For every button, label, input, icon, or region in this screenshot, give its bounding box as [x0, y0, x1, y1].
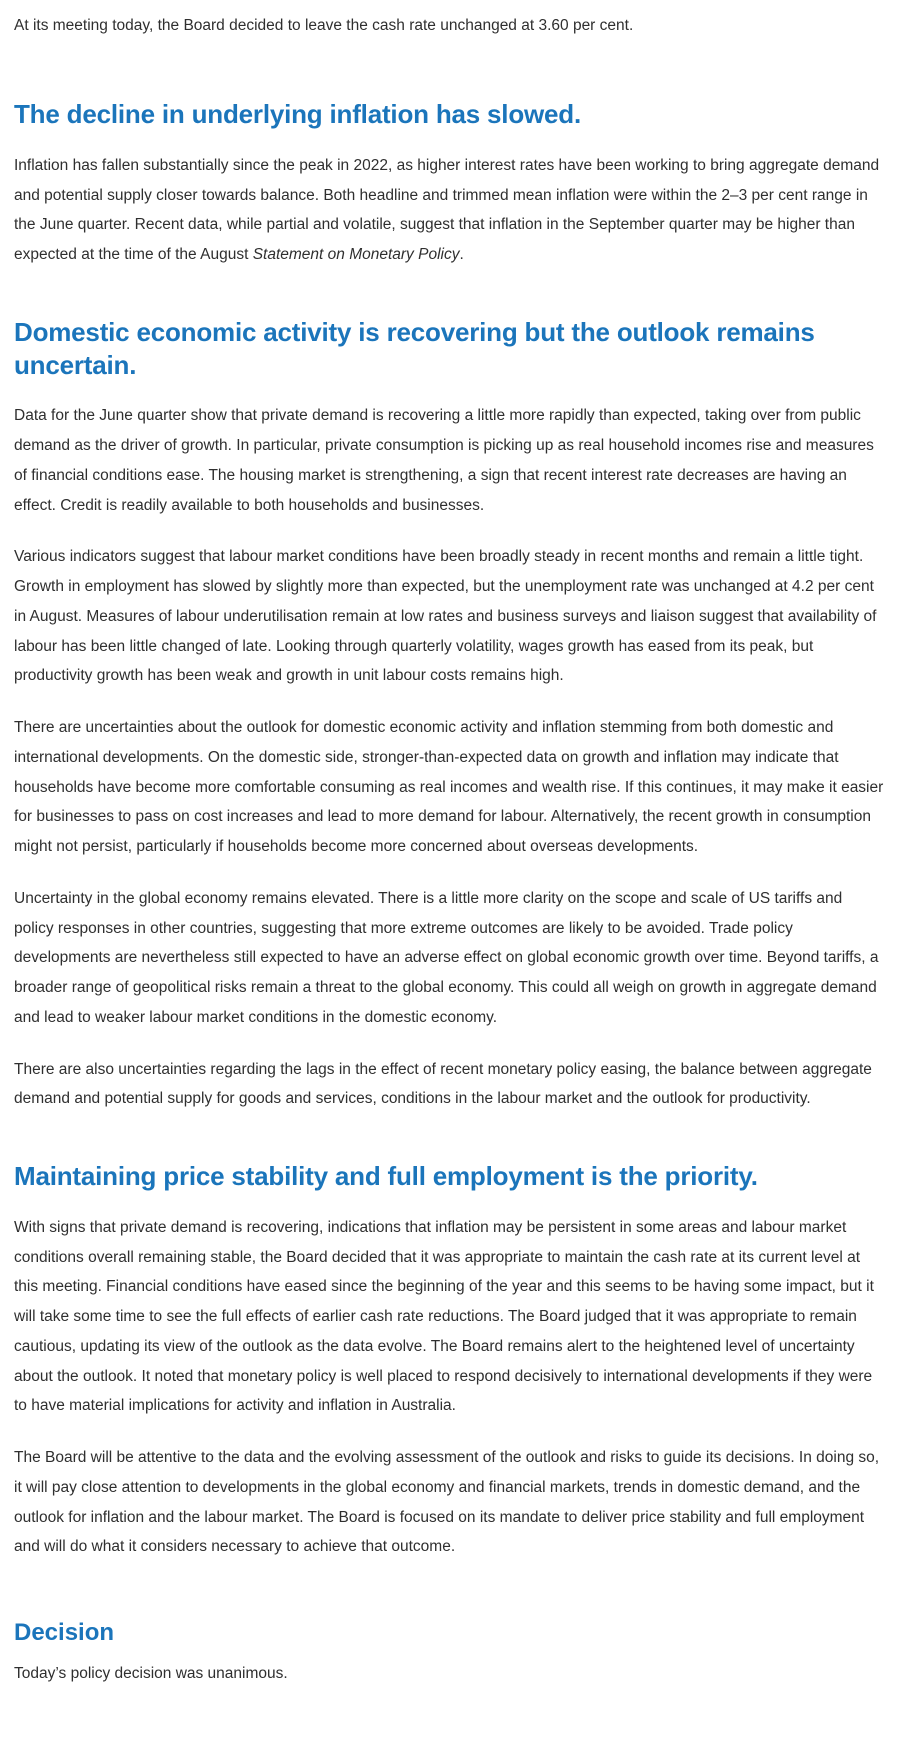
body-paragraph [14, 542, 886, 691]
decision-heading: Decision [14, 1619, 115, 1647]
section-heading: The decline in underlying inflation has slowed. [14, 99, 582, 130]
text-run: Uncertainty in the global economy remains elevated. There is a little more clarity on the scope and scale of US tariffs and policy responses in other countries, suggesting that more extreme outcomes are likely to be avoided. Trade policy developments are nevertheless still expected to have an adverse effect on global economic growth over time. Beyond tariffs, a broader range of geopolitical risks remain a threat to the global economy. This could all weigh on growth in aggregate demand and lead to weaker labour market conditions in the domestic economy. [14, 889, 879, 1026]
section-heading: Domestic economic activity is recovering but the outlook remains uncertain. [14, 316, 815, 380]
text-run: Inflation has fallen substantially since the peak in 2022, as higher interest rates have been working to bring aggregate demand and potential supply closer towards balance. Both headline and trimmed mean inflation were within the 2–3 per cent range in the June quarter. Recent data, while partial and volatile, suggest that inflation in the September quarter may be higher than expected at the time of the August [14, 156, 880, 264]
text-run: Various indicators suggest that labour market conditions have been broadly steady in recent months and remain a little tight. Growth in employment has slowed by slightly more than expected, but the unemployment rate was unchanged at 4.2 per cent in August. Measures of labour underutilisation remain at low rates and business surveys and liaison suggest that availability of labour has been little changed of late. Looking through quarterly volatility, wages growth has eased from its peak, but productivity growth has been weak and growth in unit labour costs remains high. [14, 548, 877, 685]
body-paragraph [14, 884, 886, 1033]
body-paragraph [14, 1213, 886, 1421]
text-run: Data for the June quarter show that private demand is recovering a little more rapidly than expected, taking over from public demand as the driver of growth. In particular, private consumption is picking up as real household incomes rise and measures of financial conditions ease. The housing market is strengthening, a sign that recent interest rate decreases are having an effect. Credit is readily available to both households and businesses. [14, 407, 874, 514]
text-run: The Board will be attentive to the data and the evolving assessment of the outlook and risks to guide its decisions. In doing so, it will pay close attention to developments in the global economy and financial markets, trends in domestic demand, and the outlook for inflation and the labour market. The Board is focused on its mandate to deliver price stability and full employment and will do what it considers necessary to achieve that outcome. [14, 1449, 880, 1556]
decision-text: Today’s policy decision was unanimous. [14, 1665, 288, 1683]
text-run: There are also uncertainties regarding the lags in the effect of recent monetary policy easing, the balance between aggregate demand and potential supply for goods and services, conditions in the labour market and the outlook for productivity. [14, 1060, 872, 1108]
sections-container [14, 98, 886, 1562]
spacer [14, 38, 886, 46]
section-heading-block [14, 98, 886, 131]
text-run: . [459, 246, 464, 264]
section-heading-block [14, 1160, 886, 1193]
text-run: With signs that private demand is recovering, indications that inflation may be persistent in some areas and labour market conditions overall remaining stable, the Board decided that it was appropriate to maintain the cash rate at its current level at this meeting. Financial conditions have eased since the beginning of the year and this seems to be having some impact, but it will take some time to see the full effects of earlier cash rate reductions. The Board judged that it was appropriate to remain cautious, updating its view of the outlook as the data evolve. The Board remains alert to the heightened level of uncertainty about the outlook. It noted that monetary policy is well placed to respond decisively to international developments if they were to have material implications for activity and inflation in Australia. [14, 1218, 874, 1415]
text-run: There are uncertainties about the outlook for domestic economic activity and inflation stemming from both domestic and international developments. On the domestic side, stronger-than-expected data on growth and inflation may indicate that households have become more comfortable consuming as real incomes and wealth rise. If this continues, it may make it easier for businesses to pass on cost increases and lead to more demand for labour. Alternatively, the recent growth in consumption might not persist, particularly if households become more concerned about overseas developments. [14, 719, 884, 856]
publication-title: Statement on Monetary Policy [252, 246, 460, 264]
decision-section [14, 1618, 886, 1648]
body-paragraph [14, 713, 886, 862]
section-heading: Maintaining price stability and full employment is the priority. [14, 1161, 758, 1192]
body-paragraph [14, 401, 886, 520]
body-paragraph [14, 1055, 886, 1115]
section-heading-block [14, 316, 886, 382]
body-paragraph [14, 1443, 886, 1562]
intro-paragraph: At its meeting today, the Board decided to leave the cash rate unchanged at 3.60 per cent. [14, 17, 634, 34]
body-paragraph [14, 151, 886, 270]
